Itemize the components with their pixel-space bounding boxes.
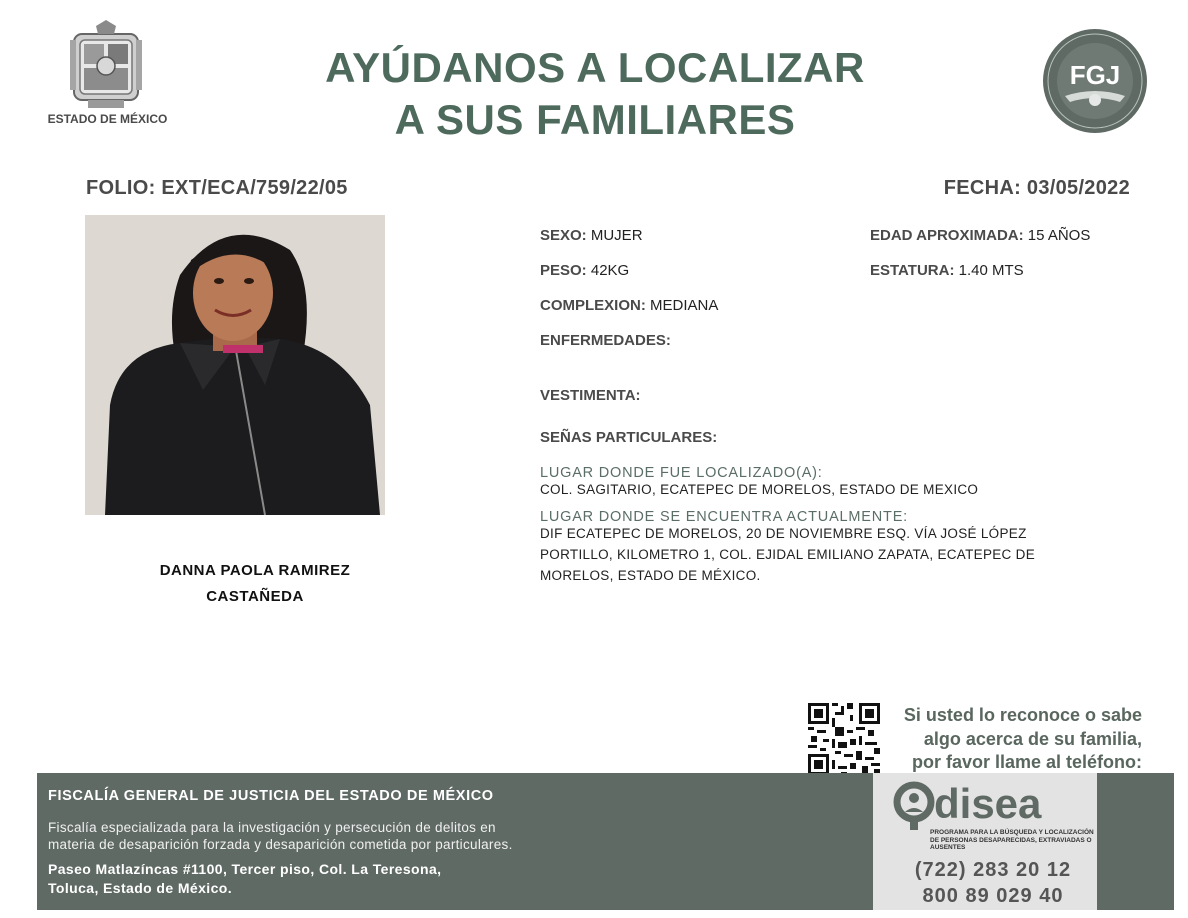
estatura-field xyxy=(870,262,1024,279)
phone-number-2[interactable]: 800 89 029 40 xyxy=(922,885,1064,907)
estado-de-mexico-coat-of-arms-logo xyxy=(66,20,146,110)
folio-number: FOLIO: EXT/ECA/759/22/05 xyxy=(86,177,348,199)
footer-description xyxy=(48,819,648,853)
page-title xyxy=(280,42,910,146)
footer-address xyxy=(48,860,648,898)
senas-label: SEÑAS PARTICULARES: xyxy=(540,429,718,446)
complexion-label: COMPLEXION: xyxy=(540,297,646,314)
lugar-actual-value xyxy=(540,523,1070,586)
edad-field xyxy=(870,227,1090,244)
sexo-value: MUJER xyxy=(590,227,643,244)
callout-line-1: Si usted lo reconoce o sabe xyxy=(903,705,1142,725)
lugar-localizado-value: COL. SAGITARIO, ECATEPEC DE MORELOS, ESTADO DE MEXICO xyxy=(540,482,979,497)
footer-desc-line-1: Fiscalía especializada para la investigación y persecución de delitos en xyxy=(48,820,496,835)
senas-field xyxy=(540,429,717,446)
phone-numbers xyxy=(878,857,1108,909)
footer-title: FISCALÍA GENERAL DE JUSTICIA DEL ESTADO DE MÉXICO xyxy=(48,788,494,804)
phone-number-1[interactable]: (722) 283 20 12 xyxy=(914,859,1072,881)
peso-label: PESO: xyxy=(540,262,587,279)
person-photo xyxy=(85,215,385,515)
sexo-field xyxy=(540,227,643,244)
complexion-value: MEDIANA xyxy=(650,297,719,314)
footer-addr-line-1: Paseo Matlazíncas #1100, Tercer piso, Col. La Teresona, xyxy=(48,861,442,877)
estado-de-mexico-label: ESTADO DE MÉXICO xyxy=(47,112,168,126)
lugar-actual-line-3: MORELOS, ESTADO DE MÉXICO. xyxy=(540,568,761,583)
sexo-label: SEXO: xyxy=(540,227,587,244)
person-name-line-1: DANNA PAOLA RAMIREZ xyxy=(159,562,351,579)
lugar-actual-line-2: PORTILLO, KILOMETRO 1, COL. EJIDAL EMILIANO ZAPATA, ECATEPEC DE xyxy=(540,547,1036,562)
title-line-2: A SUS FAMILIARES xyxy=(394,96,796,143)
estatura-label: ESTATURA: xyxy=(870,262,955,279)
report-date: FECHA: 03/05/2022 xyxy=(943,177,1130,199)
fgj-seal-logo xyxy=(1040,26,1150,136)
footer-addr-line-2: Toluca, Estado de México. xyxy=(48,880,233,896)
peso-field xyxy=(540,262,629,279)
lugar-actual-label: LUGAR DONDE SE ENCUENTRA ACTUALMENTE: xyxy=(540,509,908,525)
odisea-panel-edge xyxy=(1097,773,1174,910)
lugar-localizado-label: LUGAR DONDE FUE LOCALIZADO(A): xyxy=(540,465,823,481)
complexion-field xyxy=(540,297,718,314)
contact-callout xyxy=(880,704,1142,775)
lugar-actual-line-1: DIF ECATEPEC DE MORELOS, 20 DE NOVIEMBRE ESQ. VÍA JOSÉ LÓPEZ xyxy=(540,526,1027,541)
qr-code[interactable] xyxy=(808,703,880,775)
peso-value: 42KG xyxy=(590,262,630,279)
vestimenta-field xyxy=(540,387,641,404)
fgj-logo-text: FGJ xyxy=(1069,60,1121,90)
enfermedades-label: ENFERMEDADES: xyxy=(540,332,671,349)
edad-value: 15 AÑOS xyxy=(1027,227,1091,244)
vestimenta-label: VESTIMENTA: xyxy=(540,387,641,404)
title-line-1: AYÚDANOS A LOCALIZAR xyxy=(325,44,865,91)
footer-desc-line-2: materia de desaparición forzada y desaparición cometida por particulares. xyxy=(48,837,513,852)
person-name-line-2: CASTAÑEDA xyxy=(206,588,304,605)
estatura-value: 1.40 MTS xyxy=(958,262,1024,279)
odisea-subtitle: PROGRAMA PARA LA BÚSQUEDA Y LOCALIZACIÓN DE PERSONAS DESAPARECIDAS, EXTRAVIADAS O AUSENTES xyxy=(930,829,1094,851)
person-name xyxy=(120,558,390,610)
callout-line-2: algo acerca de su familia, xyxy=(923,728,1142,749)
enfermedades-field xyxy=(540,332,671,349)
edad-label: EDAD APROXIMADA: xyxy=(870,227,1024,244)
odisea-logo-text: disea xyxy=(934,780,1042,827)
callout-line-3: por favor llame al teléfono: xyxy=(911,752,1142,772)
